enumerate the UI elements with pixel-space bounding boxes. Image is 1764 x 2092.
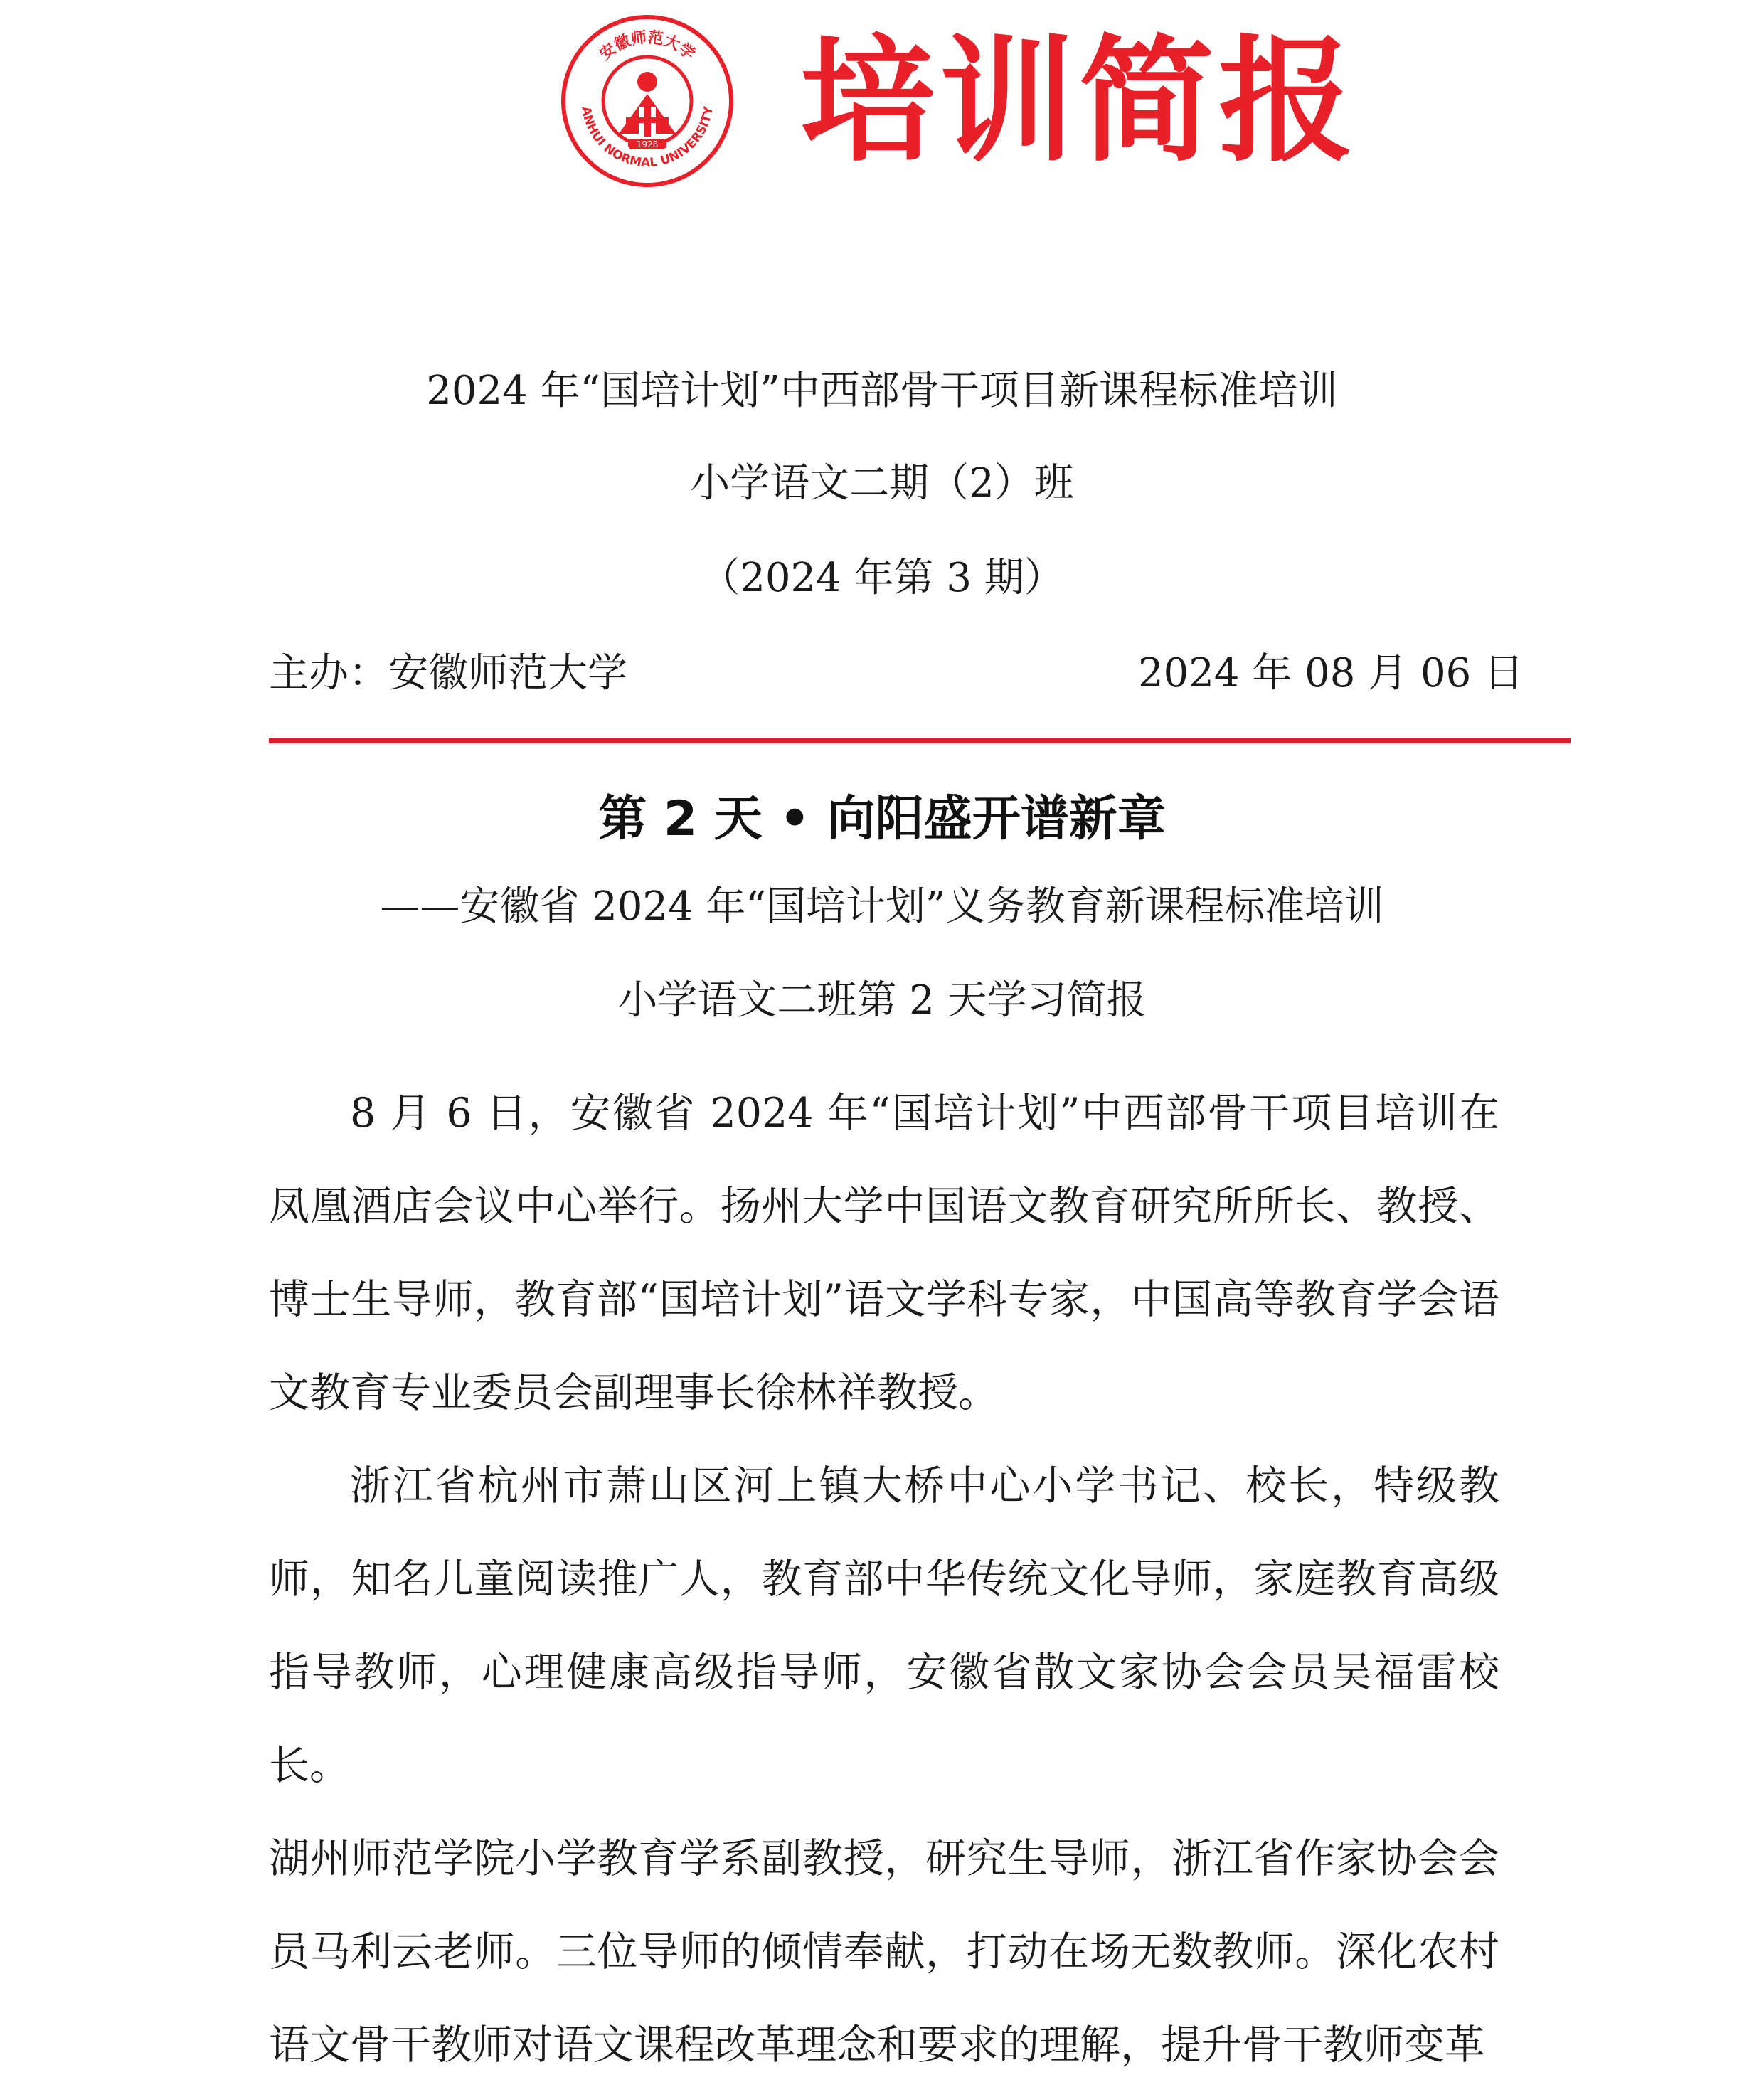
program-title: 2024 年“国培计划”中西部骨干项目新课程标准培训 [426,368,1338,414]
class-name: 小学语文二期（2）班 [690,460,1074,506]
paragraph-1: 8 月 6 日，安徽省 2024 年“国培计划”中西部骨干项目培训在凤凰酒店会议中心举行。扬州大学中国语文教育研究所所长、教授、博士生导师，教育部“国培计划”语文学科专家，中国高等教育学会语文教育专业委员会副理事长徐林祥教授。 [269,1090,1499,1416]
article-body [269,1067,1499,2092]
masthead-header [0,0,1764,206]
logo-english-text: ANHUI NORMAL UNIVERSITY [578,105,716,171]
publish-date: 2024 年 08 月 06 日 [1138,650,1524,696]
issue-number: （2024 年第 3 期） [700,555,1064,601]
paragraph-3: 湖州师范学院小学教育学系副教授，研究生导师，浙江省作家协会会员马利云老师。三位导师的倾情奉献，打动在场无数教师。深化农村语文骨干教师对语文课程改革理念和要求的理解，提升骨干教师变革 [269,1835,1499,2069]
logo-chinese-text: 安徽师范大学 [596,28,698,64]
article-subtitle-2: 小学语文二班第 2 天学习简报 [617,977,1147,1024]
header-divider [269,738,1571,743]
masthead-title: 培训简报 [800,23,1359,180]
university-logo-icon [560,14,735,189]
article-subtitle: ——安徽省 2024 年“国培计划”义务教育新课程标准培训 [380,883,1384,930]
organizer: 主办：安徽师范大学 [269,650,627,696]
paragraph-2: 浙江省杭州市萧山区河上镇大桥中心小学书记、校长，特级教师，知名儿童阅读推广人，教育部中华传统文化导师，家庭教育高级指导教师，心理健康高级指导师，安徽省散文家协会会员吴福雷校长。 [269,1462,1499,1789]
svg-text:1928: 1928 [636,139,659,149]
article-title: 第 2 天 • 向阳盛开谱新章 [598,791,1166,847]
